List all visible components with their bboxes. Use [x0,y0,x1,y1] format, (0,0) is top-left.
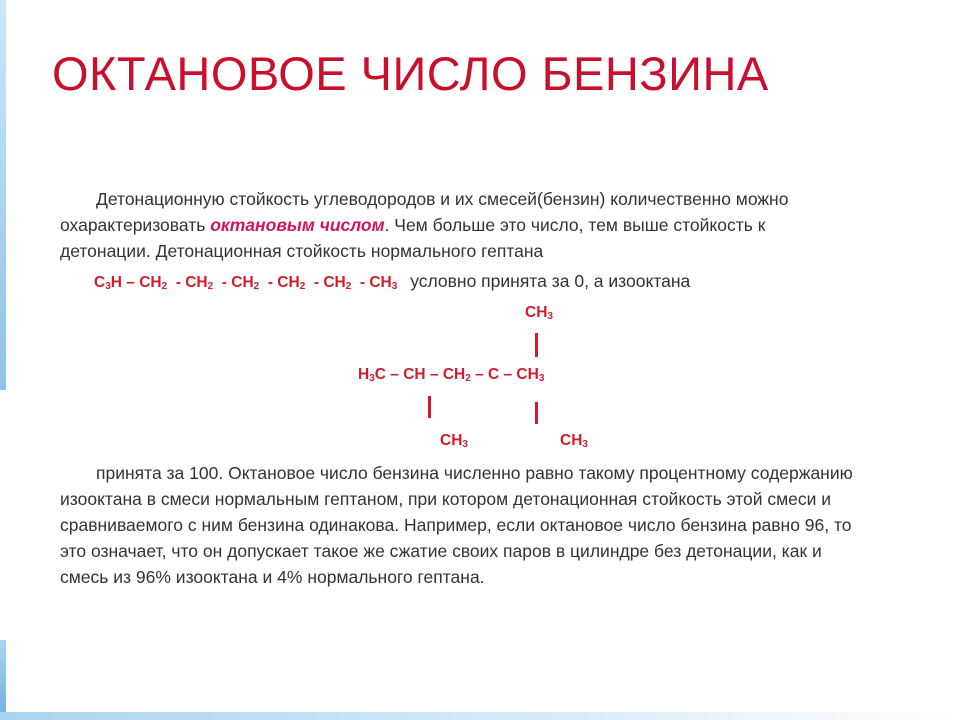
paragraph-conclusion [60,460,860,590]
slide-title: ОКТАНОВОЕ ЧИСЛО БЕНЗИНА [52,47,769,100]
heptane-suffix-text: условно принята за 0, а изооктана [410,271,691,291]
heptane-formula: $C_3H - CH_2 - CH_2 - CH_2 - CH_2 - CH_2 - CH_3$ [94,274,398,292]
heptane-formula-line [94,268,884,300]
isooctane-bottom-right-ch3: $CH_3$ [560,432,588,450]
bond-left-vertical [428,396,431,418]
paragraph-intro [60,186,860,264]
left-accent-bar-lower [0,640,6,720]
paragraph-intro-before: Детонационную стойкость углеводородов и их смесей(бензин) количественно можно охарактеризовать [60,189,789,235]
isooctane-top-ch3: $CH_3$ [525,304,553,322]
bond-top-vertical [535,333,538,357]
bottom-accent-bar [0,712,960,720]
left-accent-bar [0,0,6,390]
octane-number-highlight: октановым числом [210,215,385,235]
paragraph-intro-after: . Чем больше это число, тем выше стойкость к детонации. Детонационная стойкость нормального гептана [60,215,766,261]
isooctane-main-chain: $H_3C$ – CH – $CH_2$ – C – $CH_3$ [358,366,545,384]
paragraph-conclusion-text: принята за 100. Октановое число бензина численно равно такому процентному содержанию изооктана в смеси нормальным гептаном, при котором детонационная стойкость этой смеси и сравниваемого с ним бензина одинакова. Например, если октановое число бензина равно 96, то это означает, что он допускает такое же сжатие своих паров в цилиндре без детонации, как и смесь из 96% изооктана и 4% нормального гептана. [60,463,853,587]
bond-right-vertical [535,402,538,424]
isooctane-bottom-left-ch3: $CH_3$ [440,432,468,450]
